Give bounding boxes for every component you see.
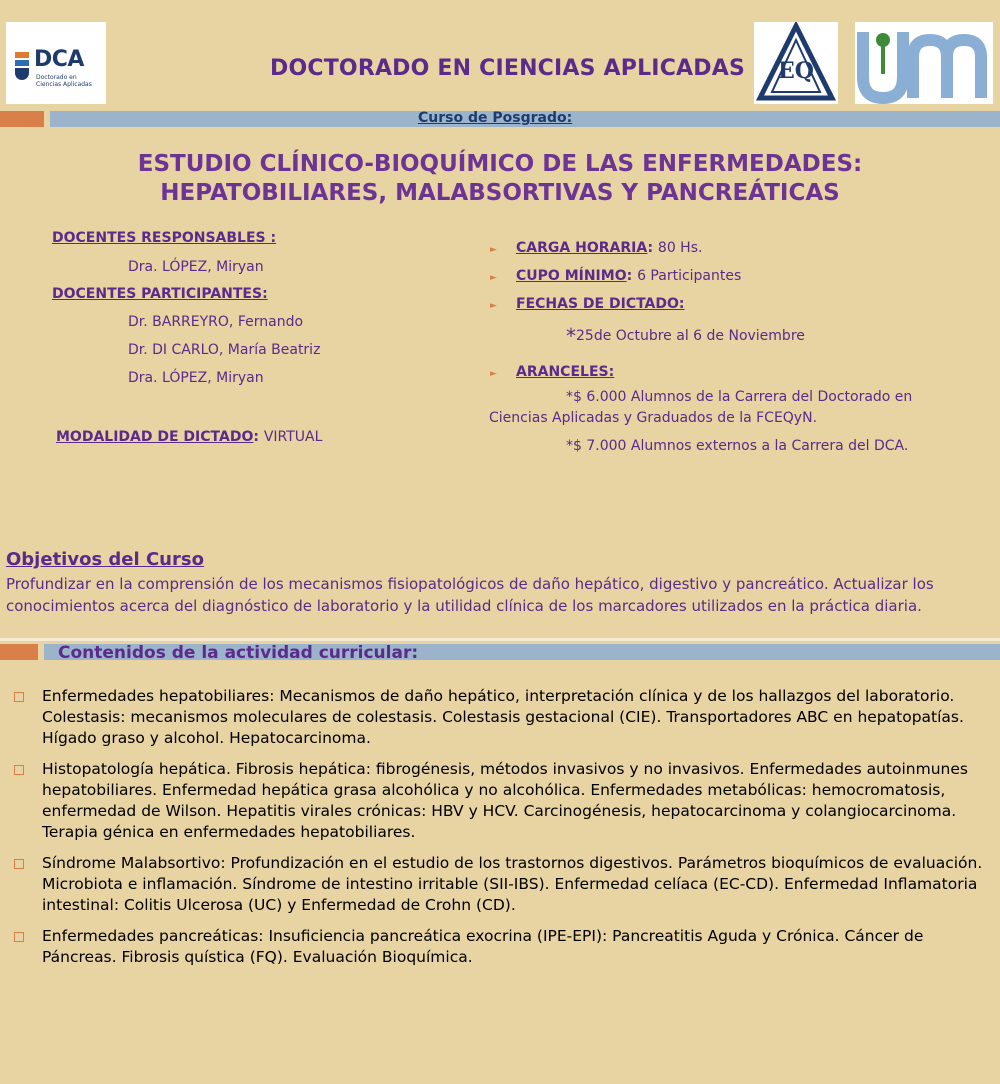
docente-participante: Dr. DI CARLO, María Beatriz <box>128 342 321 358</box>
cupo-minimo: ► CUPO MÍNIMO: 6 Participantes <box>490 268 742 284</box>
asterisk-icon: * <box>566 324 576 348</box>
aranceles-label: ARANCELES: <box>516 364 615 380</box>
contenidos-title: Contenidos de la actividad curricular: <box>58 643 419 663</box>
list-item-text: Síndrome Malabsortivo: Profundización en el estudio de los trastornos digestivos. Parámetros bioquímicos de evaluación. Microbiota e inflamación. Síndrome de intestino irritable (SII-IBS). Enfermedad celíaca (EC-CD). Enfermedad Inflamatoria intestinal: Colitis Ulcerosa (UC) y Enfermedad de Crohn (CD). <box>42 854 983 914</box>
bullet-arrow-icon: ► <box>490 301 497 311</box>
fechas-value-row <box>566 324 805 348</box>
section-bar-accent <box>0 644 38 660</box>
fceqyn-logo-icon <box>754 22 838 104</box>
list-item <box>14 759 984 843</box>
unam-logo <box>855 22 993 104</box>
bullet-square-icon <box>14 692 24 702</box>
section-divider <box>0 638 1000 641</box>
bullet-arrow-icon: ► <box>490 245 497 255</box>
arancel-1-line-1: *$ 6.000 Alumnos de la Carrera del Doctorado en <box>566 389 913 405</box>
docente-participante: Dr. BARREYRO, Fernando <box>128 314 304 330</box>
aranceles <box>490 361 614 380</box>
bullet-square-icon <box>14 859 24 869</box>
docente-responsable: Dra. LÓPEZ, Miryan <box>128 259 264 275</box>
curso-label: Curso de Posgrado: <box>418 110 573 126</box>
list-item-text: Histopatología hepática. Fibrosis hepática: fibrogénesis, métodos invasivos y no invasivos. Enfermedades autoinmunes hepatobiliares. Enfermedad hepática grasa alcohólica y no alcohólica. Enfermedades metabólicas: hemocromatosis, enfermedad de Wilson. Hepatitis virales crónicas: HBV y HCV. Carcinogénesis, hepatocarcinoma y colangiocarcinoma. Terapia génica en enfermedades hepatobiliares. <box>42 760 968 841</box>
fechas-dictado <box>490 293 685 312</box>
dca-logo-subtitle: Doctorado en Ciencias Aplicadas <box>36 74 92 88</box>
dca-logo-brand: DCA <box>34 47 84 72</box>
cupo-label: CUPO MÍNIMO <box>516 268 627 284</box>
objetivos-text: Profundizar en la comprensión de los mecanismos fisiopatológicos de daño hepático, digestivo y pancreático. Actualizar los conocimientos acerca del diagnóstico de laboratorio y la utilidad clínica de los marcadores utilizados en la práctica diaria. <box>6 575 934 615</box>
fechas-value: 25de Octubre al 6 de Noviembre <box>576 328 805 344</box>
arancel-1-line-2: Ciencias Aplicadas y Graduados de la FCEQyN. <box>489 410 818 426</box>
bullet-square-icon <box>14 765 24 775</box>
modalidad-label: MODALIDAD DE DICTADO <box>56 429 254 445</box>
list-item <box>14 853 984 916</box>
bullet-arrow-icon: ► <box>490 273 497 283</box>
cupo-value: 6 Participantes <box>637 268 742 284</box>
list-item-text: Enfermedades hepatobiliares: Mecanismos de daño hepático, interpretación clínica y de los hallazgos del laboratorio. Colestasis: mecanismos moleculares de colestasis. Colestasis gestacional (CIE). Transportadores ABC en hepatopatías. Hígado graso y alcohol. Hepatocarcinoma. <box>42 687 964 747</box>
carga-label: CARGA HORARIA <box>516 240 648 256</box>
modalidad-value: VIRTUAL <box>263 429 323 445</box>
list-item-text: Enfermedades pancreáticas: Insuficiencia pancreática exocrina (IPE-EPI): Pancreatitis Aguda y Crónica. Cáncer de Páncreas. Fibrosis quística (FQ). Evaluación Bioquímica. <box>42 927 924 966</box>
objetivos-title: Objetivos del Curso <box>6 549 204 570</box>
carga-value: 80 Hs. <box>657 240 703 256</box>
list-item <box>14 686 984 749</box>
svg-text:EQ: EQ <box>778 58 814 84</box>
bullet-square-icon <box>14 932 24 942</box>
dca-logo-mark-icon <box>15 52 29 86</box>
list-item <box>14 926 984 968</box>
fechas-label: FECHAS DE DICTADO: <box>516 296 685 312</box>
docentes-participantes-label: DOCENTES PARTICIPANTES: <box>52 286 268 302</box>
course-title <box>0 150 1000 208</box>
fceqyn-logo <box>754 22 838 104</box>
contenidos-list <box>14 686 984 978</box>
section-bar-accent <box>0 111 44 127</box>
dca-logo <box>6 22 106 104</box>
unam-logo-icon <box>855 22 993 104</box>
course-title-line-2: HEPATOBILIARES, MALABSORTIVAS Y PANCREÁTICAS <box>160 180 840 206</box>
docente-participante: Dra. LÓPEZ, Miryan <box>128 370 264 386</box>
course-title-line-1: ESTUDIO CLÍNICO-BIOQUÍMICO DE LAS ENFERMEDADES: <box>137 151 863 177</box>
docentes-responsables-label: DOCENTES RESPONSABLES : <box>52 230 277 246</box>
bullet-arrow-icon: ► <box>490 369 497 379</box>
modalidad: MODALIDAD DE DICTADO: VIRTUAL <box>56 429 323 445</box>
carga-horaria: ► CARGA HORARIA: 80 Hs. <box>490 240 703 256</box>
header-title: DOCTORADO EN CIENCIAS APLICADAS <box>270 56 745 81</box>
arancel-2: *$ 7.000 Alumnos externos a la Carrera del DCA. <box>566 438 909 454</box>
